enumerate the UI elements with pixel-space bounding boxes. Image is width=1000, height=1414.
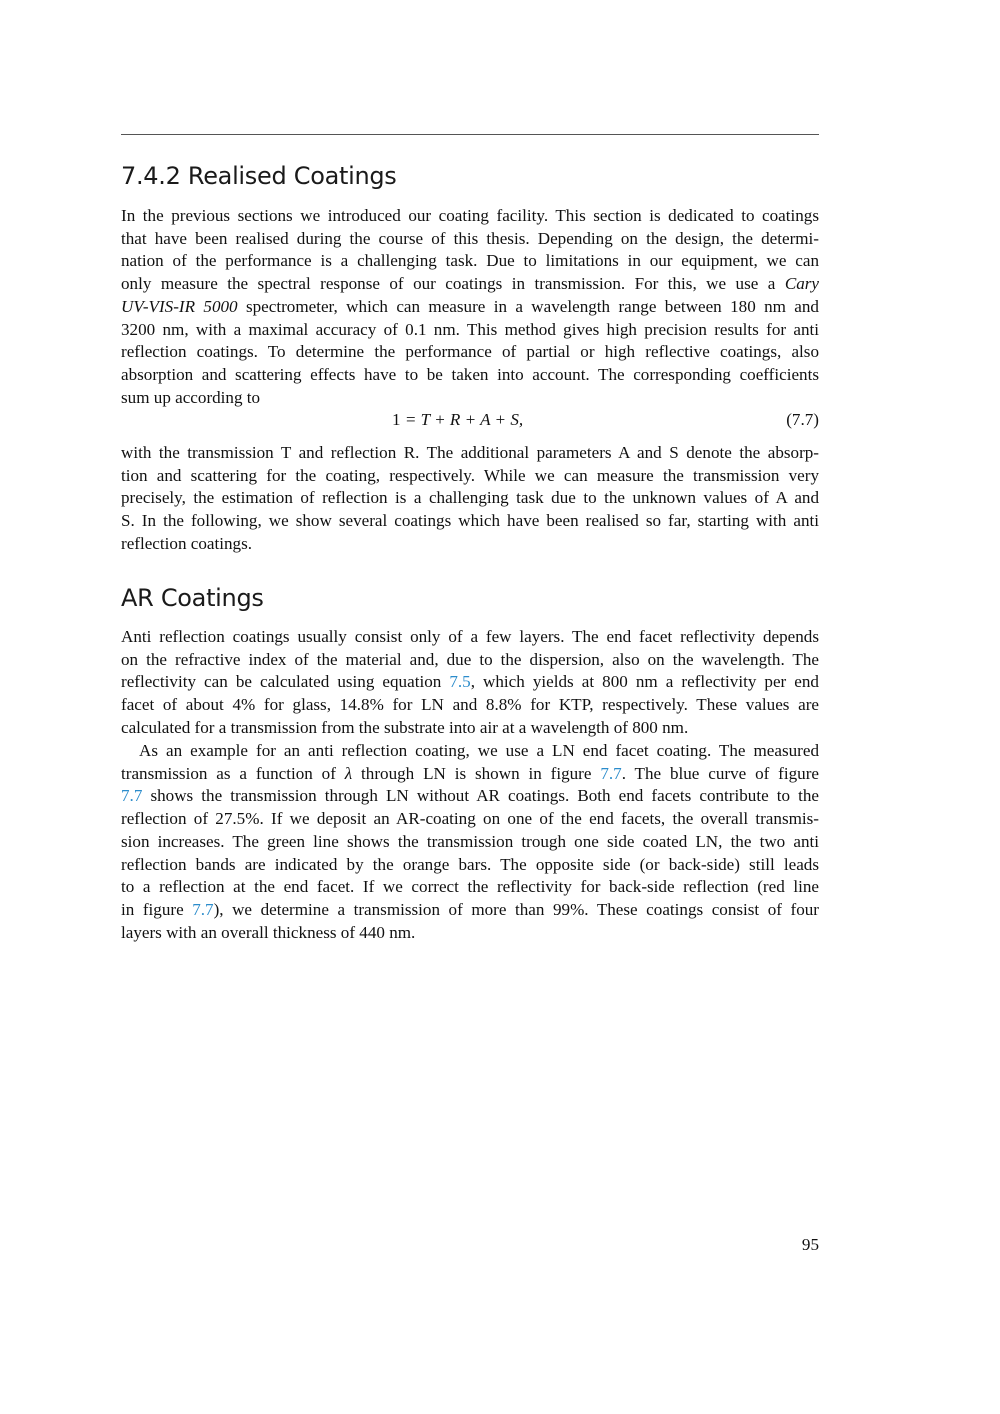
lambda-symbol: λ	[344, 763, 353, 783]
text-line	[121, 785, 819, 808]
text-line: layers with an overall thickness of 440 nm.	[121, 922, 416, 942]
text-line: S. In the following, we show several coatings which have been realised so far, starting with anti	[121, 511, 819, 531]
text-line: absorption and scattering effects have to be taken into account. The corresponding coefficients	[121, 364, 819, 384]
text-span: , which yields at 800 nm a reflectivity per end	[470, 672, 819, 692]
paragraph-ar-intro	[121, 626, 819, 740]
text-line: tion and scattering for the coating, respectively. While we can measure the transmission very	[121, 465, 819, 485]
equation	[392, 410, 523, 430]
text-line	[121, 899, 819, 922]
paragraph-equation-explanation	[121, 442, 819, 556]
equation-lhs: 1	[392, 410, 401, 429]
text-line: 3200 nm, with a maximal accuracy of 0.1 nm. This method gives high precision results for anti	[121, 319, 819, 339]
instrument-name-part1: Cary	[784, 274, 819, 294]
instrument-name-part2: UV-VIS-IR 5000	[121, 296, 238, 316]
text-line: nation of the performance is a challenging task. Due to limitations in our equipment, we can	[121, 251, 819, 271]
text-span: through LN is shown in figure	[352, 763, 601, 783]
text-line: facet of about 4% for glass, 14.8% for LN and 8.8% for KTP, respectively. These values are	[121, 695, 819, 715]
text-line: calculated for a transmission from the substrate into air at a wavelength of 800 nm.	[121, 717, 689, 737]
text-line: to a reflection at the end facet. If we correct the reflectivity for back-side reflection (red line	[121, 877, 819, 897]
equation-row	[121, 410, 819, 434]
text-line	[121, 296, 819, 319]
text-line: sion increases. The green line shows the transmission trough one side coated LN, the two anti	[121, 831, 819, 851]
text-line: precisely, the estimation of reflection is a challenging task due to the unknown values of A and	[121, 488, 819, 508]
text-span: only measure the spectral response of our coatings in transmission. For this, we use a	[121, 274, 785, 294]
figure-reference-link[interactable]: 7.7	[121, 786, 143, 806]
text-line: reflection coatings.	[121, 533, 252, 553]
text-line: Anti reflection coatings usually consist only of a few layers. The end facet reflectivity depends	[121, 627, 819, 646]
equation-reference-link[interactable]: 7.5	[449, 672, 471, 692]
text-span: . The blue curve of figure	[621, 763, 819, 783]
text-line: As an example for an anti reflection coating, we use a LN end facet coating. The measured	[139, 741, 819, 760]
text-line	[121, 763, 819, 786]
text-span: ), we determine a transmission of more than 99%. These coatings consist of four	[213, 899, 819, 919]
text-span: spectrometer, which can measure in a wavelength range between 180 nm and	[237, 296, 819, 316]
equation-number: (7.7)	[786, 410, 819, 429]
subsection-heading: AR Coatings	[121, 584, 264, 612]
text-line: reflection coatings. To determine the performance of partial or high reflective coatings, also	[121, 342, 819, 362]
figure-reference-link[interactable]: 7.7	[192, 899, 214, 919]
section-heading: 7.4.2 Realised Coatings	[121, 162, 397, 190]
paragraph-intro	[121, 205, 819, 409]
text-line: In the previous sections we introduced our coating facility. This section is dedicated to coatings	[121, 206, 819, 225]
text-line	[121, 273, 819, 296]
page-number: 95	[801, 1235, 819, 1254]
text-span: reflectivity can be calculated using equation	[121, 672, 450, 692]
header-rule	[121, 134, 819, 135]
text-line: reflection bands are indicated by the orange bars. The opposite side (or back-side) still leads	[121, 854, 819, 874]
text-line: with the transmission T and reflection R. The additional parameters A and S denote the absorp-	[121, 443, 819, 462]
text-line: that have been realised during the course of this thesis. Depending on the design, the determi-	[121, 228, 819, 248]
text-line	[121, 671, 819, 694]
equation-rhs: = T + R + A + S,	[400, 410, 524, 429]
paragraph-ln-example	[121, 740, 819, 944]
text-span: in figure	[121, 899, 193, 919]
text-span: shows the transmission through LN without AR coatings. Both end facets contribute to the	[142, 786, 819, 806]
text-span: transmission as a function of	[121, 763, 345, 783]
figure-reference-link[interactable]: 7.7	[600, 763, 622, 783]
text-line: reflection of 27.5%. If we deposit an AR-coating on one of the end facets, the overall transmis-	[121, 809, 819, 829]
text-line: on the refractive index of the material and, due to the dispersion, also on the wavelength. The	[121, 649, 819, 669]
text-line: sum up according to	[121, 387, 261, 407]
